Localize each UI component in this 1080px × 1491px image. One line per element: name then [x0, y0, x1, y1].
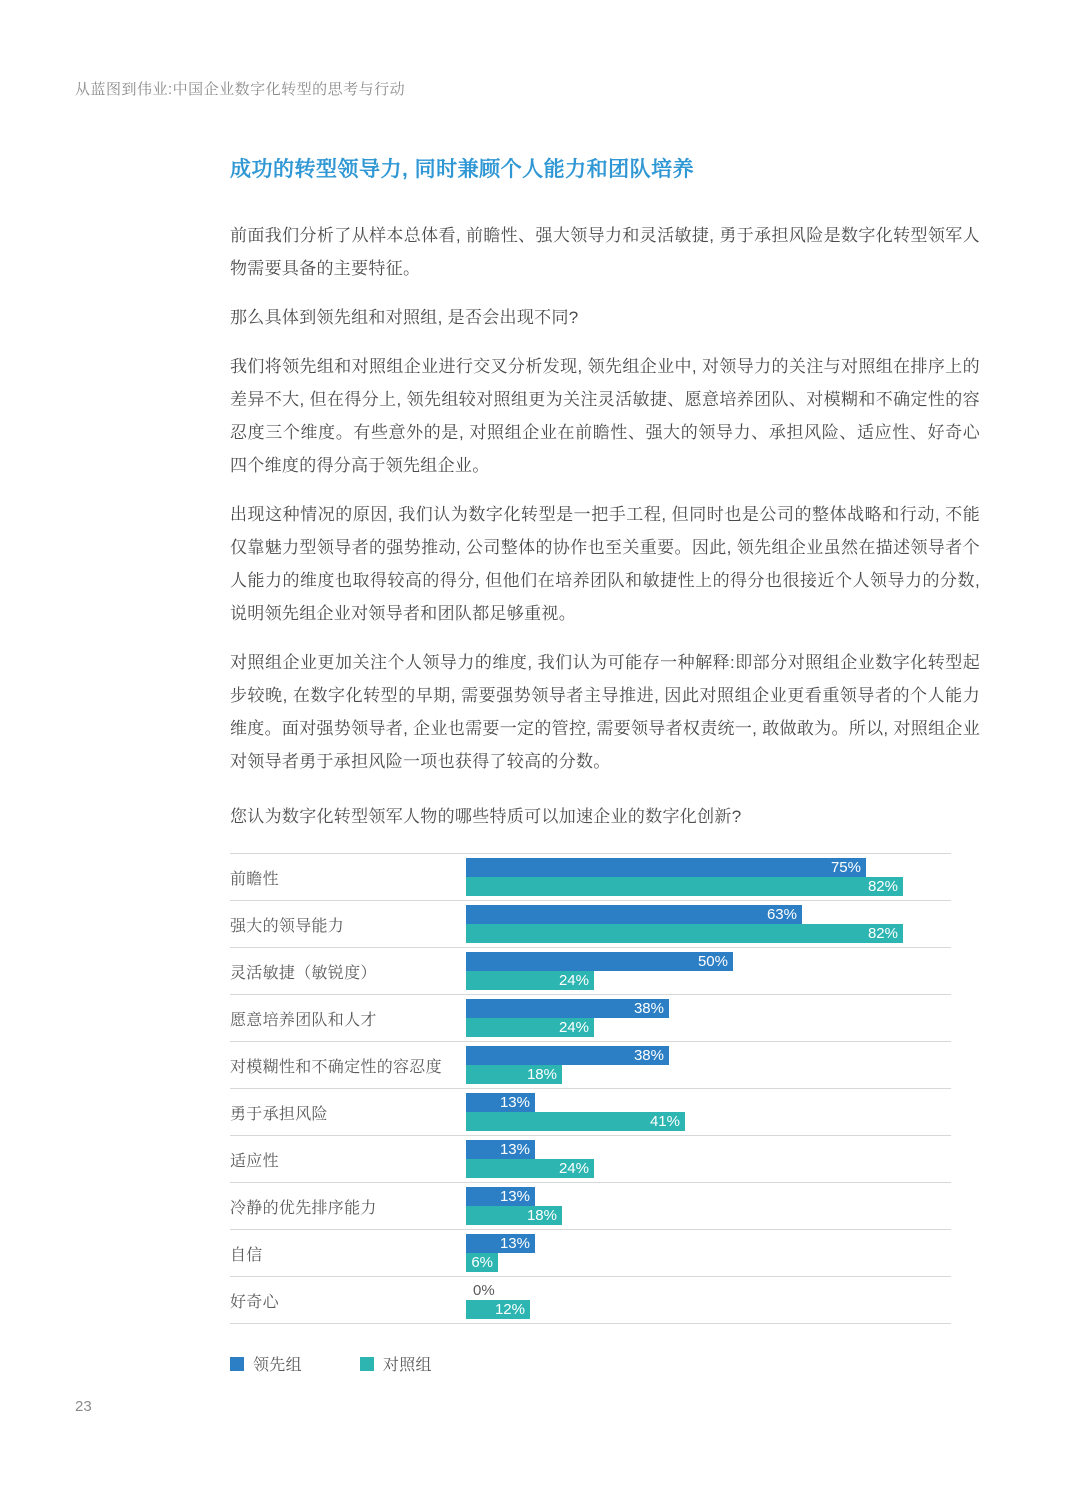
- bar-value-label: 13%: [499, 1141, 530, 1158]
- page-content: [230, 155, 980, 1375]
- leading-group-bar: [466, 1234, 535, 1253]
- leading-group-bar: [466, 999, 669, 1018]
- control-group-bar: [466, 1159, 594, 1178]
- legend-label-leading-group: 领先组: [253, 1357, 302, 1374]
- chart-row: [230, 1183, 951, 1230]
- leading-group-bar: [466, 858, 866, 877]
- chart-row: [230, 1230, 951, 1277]
- bar-value-label: 24%: [558, 1019, 589, 1036]
- section-heading: 成功的转型领导力, 同时兼顾个人能力和团队培养: [230, 158, 695, 181]
- bar-value-label: 24%: [558, 1160, 589, 1177]
- paragraph-2: 那么具体到领先组和对照组, 是否会出现不同?: [230, 308, 579, 327]
- bar-value-label: 18%: [526, 1207, 557, 1224]
- chart-category-label: 适应性: [230, 1152, 279, 1170]
- chart-category-label: 灵活敏捷（敏锐度）: [230, 964, 377, 982]
- bar-value-label: 63%: [766, 906, 797, 923]
- chart-row: [230, 1042, 951, 1089]
- legend-item-control-group: [360, 1352, 432, 1375]
- bar-value-label: 24%: [558, 972, 589, 989]
- chart-category-label: 前瞻性: [230, 870, 279, 888]
- chart-bar-group: [466, 905, 951, 943]
- leading-group-bar: [466, 905, 802, 924]
- chart-category-label: 愿意培养团队和人才: [230, 1011, 377, 1029]
- page-number: 23: [75, 1398, 92, 1415]
- chart-row: [230, 1136, 951, 1183]
- leading-group-bar: [466, 1140, 535, 1159]
- bar-chart: [230, 853, 951, 1324]
- control-group-bar: [466, 1018, 594, 1037]
- chart-bar-group: [466, 999, 951, 1037]
- chart-legend: [230, 1352, 980, 1375]
- control-group-bar: [466, 1206, 562, 1225]
- bar-value-label: 41%: [649, 1113, 680, 1130]
- leading-group-bar: [466, 1093, 535, 1112]
- leading-group-bar: [466, 1046, 669, 1065]
- paragraph-3: 我们将领先组和对照组企业进行交叉分析发现, 领先组企业中, 对领导力的关注与对照组在排序上的差异不大, 但在得分上, 领先组较对照组更为关注灵活敏捷、愿意培养团队、对模糊和不确定性的容忍度三个维度。有些意外的是, 对照组企业在前瞻性、强大的领导力、承担风险、适应性、好奇心四个维度的得分高于领先组企业。: [230, 357, 980, 475]
- bar-value-label: 13%: [499, 1094, 530, 1111]
- chart-row: [230, 948, 951, 995]
- chart-category-label: 强大的领导能力: [230, 917, 345, 935]
- control-group-bar: [466, 1300, 530, 1319]
- chart-bar-group: [466, 1234, 951, 1272]
- bar-value-label: 82%: [867, 878, 898, 895]
- control-group-bar: [466, 877, 903, 896]
- control-group-bar: [466, 924, 903, 943]
- paragraph-4: 出现这种情况的原因, 我们认为数字化转型是一把手工程, 但同时也是公司的整体战略和行动, 不能仅靠魅力型领导者的强势推动, 公司整体的协作也至关重要。因此, 领先组企业虽然在描述领导者个人能力的维度也取得较高的得分, 但他们在培养团队和敏捷性上的得分也很接近个人领导力的分数, 说明领先组企业对领导者和团队都足够重视。: [230, 505, 980, 623]
- bar-value-label: 13%: [499, 1235, 530, 1252]
- leading-group-bar: [466, 1187, 535, 1206]
- legend-label-control-group: 对照组: [382, 1357, 432, 1374]
- bar-value-label: 18%: [526, 1066, 557, 1083]
- chart-bar-group: [466, 1140, 951, 1178]
- bar-value-label: 50%: [697, 953, 728, 970]
- leading-group-swatch-icon: [230, 1357, 244, 1371]
- chart-bar-group: [466, 952, 951, 990]
- control-group-bar: [466, 971, 594, 990]
- bar-value-label: 82%: [867, 925, 898, 942]
- chart-bar-group: [466, 1093, 951, 1131]
- chart-row: [230, 854, 951, 901]
- leading-group-bar: [466, 952, 733, 971]
- paragraph-5: 对照组企业更加关注个人领导力的维度, 我们认为可能存一种解释:即部分对照组企业数字化转型起步较晚, 在数字化转型的早期, 需要强势领导者主导推进, 因此对照组企业更看重领导者的个人能力维度。面对强势领导者, 企业也需要一定的管控, 需要领导者权责统一, 敢做敢为。所以, 对照组企业对领导者勇于承担风险一项也获得了较高的分数。: [230, 653, 980, 771]
- chart-row: [230, 901, 951, 948]
- control-group-bar: [466, 1253, 498, 1272]
- chart-category-label: 冷静的优先排序能力: [230, 1199, 377, 1217]
- control-group-swatch-icon: [360, 1357, 374, 1371]
- leading-group-bar: [466, 1281, 951, 1300]
- chart-bar-group: [466, 1281, 951, 1319]
- control-group-bar: [466, 1065, 562, 1084]
- bar-value-label: 75%: [830, 859, 861, 876]
- bar-value-label: 38%: [633, 1000, 664, 1017]
- chart-row: [230, 1277, 951, 1324]
- bar-value-label: 12%: [494, 1301, 525, 1318]
- chart-question: 您认为数字化转型领军人物的哪些特质可以加速企业的数字化创新?: [230, 807, 742, 826]
- legend-item-leading-group: [230, 1352, 302, 1375]
- chart-bar-group: [466, 1046, 951, 1084]
- chart-row: [230, 1089, 951, 1136]
- bar-value-label: 6%: [471, 1254, 493, 1271]
- chart-category-label: 好奇心: [230, 1293, 279, 1311]
- running-header: 从蓝图到伟业:中国企业数字化转型的思考与行动: [75, 81, 406, 98]
- bar-value-label: 38%: [633, 1047, 664, 1064]
- control-group-bar: [466, 1112, 685, 1131]
- chart-bar-group: [466, 858, 951, 896]
- bar-value-label: 0%: [473, 1282, 495, 1299]
- bar-value-label: 13%: [499, 1188, 530, 1205]
- chart-row: [230, 995, 951, 1042]
- chart-category-label: 勇于承担风险: [230, 1105, 328, 1123]
- chart-category-label: 对模糊性和不确定性的容忍度: [230, 1058, 442, 1076]
- chart-bar-group: [466, 1187, 951, 1225]
- paragraph-1: 前面我们分析了从样本总体看, 前瞻性、强大领导力和灵活敏捷, 勇于承担风险是数字化转型领军人物需要具备的主要特征。: [230, 226, 980, 278]
- chart-category-label: 自信: [230, 1246, 263, 1264]
